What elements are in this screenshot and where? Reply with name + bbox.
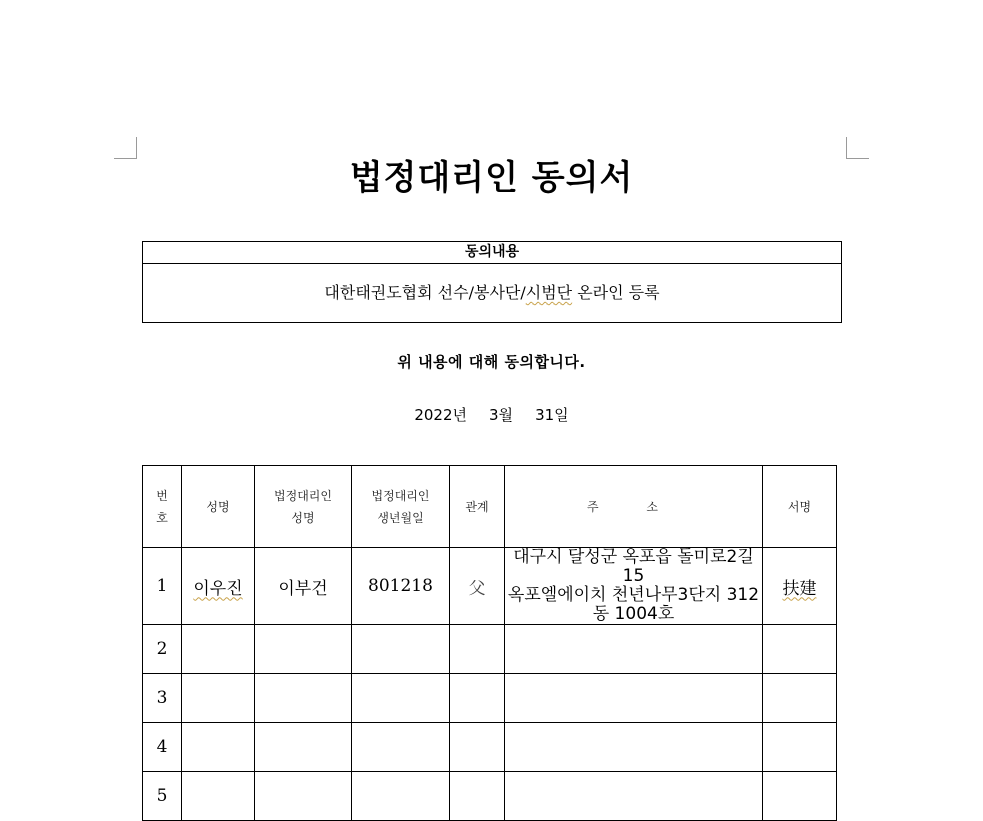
header-no: 번 호 <box>143 466 182 548</box>
row-guardian-birth <box>352 625 450 674</box>
row-guardian-name <box>255 723 352 772</box>
header-signature: 서명 <box>763 466 837 548</box>
row-no: 2 <box>143 625 182 674</box>
consent-header: 동의내용 <box>143 242 841 264</box>
row-name <box>182 625 255 674</box>
row-relation <box>450 723 505 772</box>
row-name: 이우진 <box>182 548 255 625</box>
consent-body-squiggle: 시범단 <box>525 283 573 302</box>
row-signature <box>763 723 837 772</box>
row-no: 3 <box>143 674 182 723</box>
table-row <box>143 548 837 625</box>
row-name <box>182 723 255 772</box>
date-day: 31일 <box>535 406 569 424</box>
guardian-table <box>142 465 837 821</box>
row-guardian-name <box>255 625 352 674</box>
header-guardian-name: 법정대리인 성명 <box>255 466 352 548</box>
row-relation <box>450 625 505 674</box>
row-guardian-birth <box>352 723 450 772</box>
table-row <box>143 674 837 723</box>
row-address <box>505 625 763 674</box>
row-signature <box>763 674 837 723</box>
row-no: 1 <box>143 548 182 625</box>
header-address: 주 소 <box>505 466 763 548</box>
row-guardian-birth: 801218 <box>352 548 450 625</box>
header-relation: 관계 <box>450 466 505 548</box>
row-relation <box>450 674 505 723</box>
consent-body-prefix: 대한태권도협회 선수/봉사단/ <box>324 283 526 302</box>
date-line <box>0 404 983 425</box>
document-title: 법정대리인 동의서 <box>349 158 634 198</box>
row-guardian-name <box>255 674 352 723</box>
row-name <box>182 674 255 723</box>
date-month: 3월 <box>489 406 514 424</box>
row-address: 대구시 달성군 옥포읍 돌미로2길15 옥포엘에이치 천년나무3단지 312동 1004호 <box>505 548 763 625</box>
row-address <box>505 674 763 723</box>
row-signature <box>763 625 837 674</box>
consent-body <box>143 264 841 322</box>
table-row <box>143 723 837 772</box>
row-no: 4 <box>143 723 182 772</box>
header-guardian-birth: 법정대리인 생년월일 <box>352 466 450 548</box>
header-name: 성명 <box>182 466 255 548</box>
row-guardian-name: 이부건 <box>255 548 352 625</box>
row-no: 5 <box>143 772 182 821</box>
date-year: 2022년 <box>414 406 468 424</box>
consent-box <box>142 241 842 323</box>
row-relation: 父 <box>450 548 505 625</box>
row-address <box>505 723 763 772</box>
agreement-statement: 위 내용에 대해 동의합니다. <box>397 353 586 371</box>
consent-body-suffix: 온라인 등록 <box>572 283 660 302</box>
row-signature: 扶建 <box>763 548 837 625</box>
table-header-row <box>143 466 837 548</box>
row-guardian-birth <box>352 674 450 723</box>
table-row <box>143 625 837 674</box>
